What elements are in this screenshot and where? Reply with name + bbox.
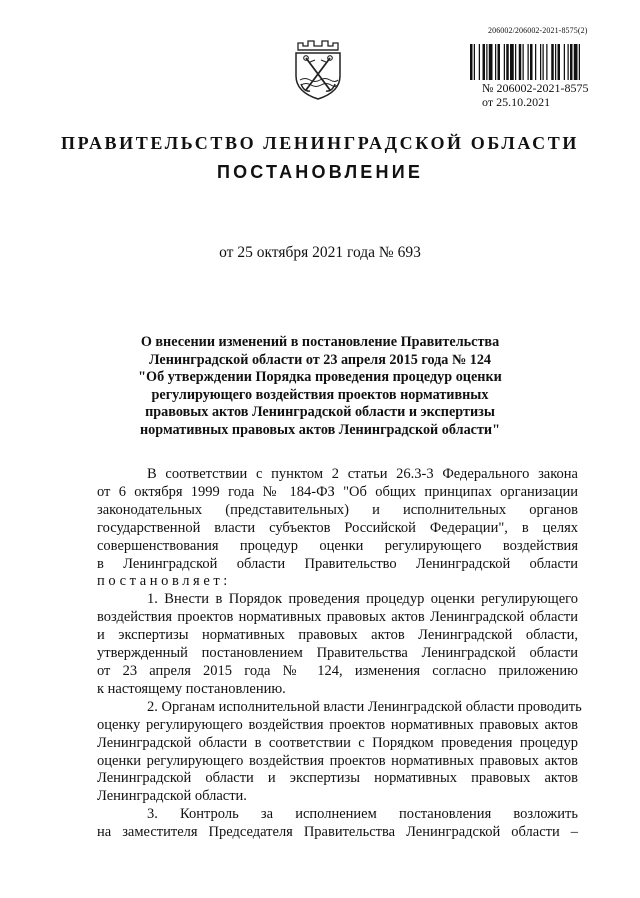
body-line: Ленинградской области в соответствии с Порядком проведения процедур [97, 734, 578, 751]
body-line: воздействия проектов нормативных правовых актов Ленинградской области [97, 609, 578, 626]
body-line: законодательных (представительных) и исполнительных органов [97, 501, 578, 518]
body-line: утвержденный постановлением Правительства Ленинградской области [97, 645, 578, 662]
heading-line: правовых актов Ленинградской области и экспертизы [145, 404, 495, 421]
heading-line: нормативных правовых актов Ленинградской области" [140, 421, 500, 438]
heading-line: О внесении изменений в постановление Правительства [140, 334, 500, 350]
document-code: 206002/206002-2021-8575(2) [488, 26, 588, 35]
body-line: Ленинградской области. [97, 788, 247, 805]
body-line: 2. Органам исполнительной власти Ленинградской области проводить [147, 698, 582, 715]
document-type: ПОСТАНОВЛЕНИЕ [216, 162, 424, 182]
body-line: совершенствования процедур оценки регулирующего воздействия [97, 537, 578, 554]
body-line: В соответствии с пунктом 2 статьи 26.3-3 Федерального закона [147, 466, 578, 482]
document-body [97, 466, 582, 842]
body-line: Ленинградской области и экспертизы нормативных правовых актов [97, 770, 578, 787]
body-line: к настоящему постановлению. [97, 680, 286, 697]
body-line: оценку регулирующего воздействия проектов нормативных правовых актов [97, 716, 578, 733]
government-title: ПРАВИТЕЛЬСТВО ЛЕНИНГРАДСКОЙ ОБЛАСТИ [61, 133, 579, 153]
document-heading [120, 334, 520, 440]
registration-date: от 25.10.2021 [482, 95, 551, 109]
body-line: 3. Контроль за исполнением постановления возложить [147, 806, 578, 823]
body-line: от 23 апреля 2015 года № 124, изменения согласно приложению [97, 662, 578, 679]
body-line: 1. Внести в Порядок проведения процедур оценки регулирующего [147, 591, 578, 608]
body-line: в Ленинградской области Правительство Ленинградской области [97, 555, 578, 572]
body-line: и экспертизы нормативных правовых актов Ленинградской области, [97, 627, 578, 644]
document-date-number: от 25 октября 2021 года № 693 [219, 244, 421, 261]
body-line: государственной власти субъектов Российской Федерации", в целях [97, 519, 578, 536]
registration-number: № 206002-2021-8575 [482, 81, 589, 95]
body-line: оценки регулирующего воздействия проектов нормативных правовых актов [97, 752, 578, 769]
body-line-resolves: постановляет: [97, 573, 231, 590]
heading-line: Ленинградской области от 23 апреля 2015 года № 124 [148, 351, 492, 368]
body-line: на заместителя Председателя Правительства Ленинградской области – [97, 824, 578, 841]
body-line: от 6 октября 1999 года № 184-ФЗ "Об общих принципах организации [97, 483, 578, 500]
heading-line: регулирующего воздействия проектов нормативных [151, 386, 489, 403]
heading-line: "Об утверждении Порядка проведения процедур оценки [138, 369, 502, 386]
coat-of-arms-icon [288, 38, 348, 102]
barcode [470, 44, 618, 80]
